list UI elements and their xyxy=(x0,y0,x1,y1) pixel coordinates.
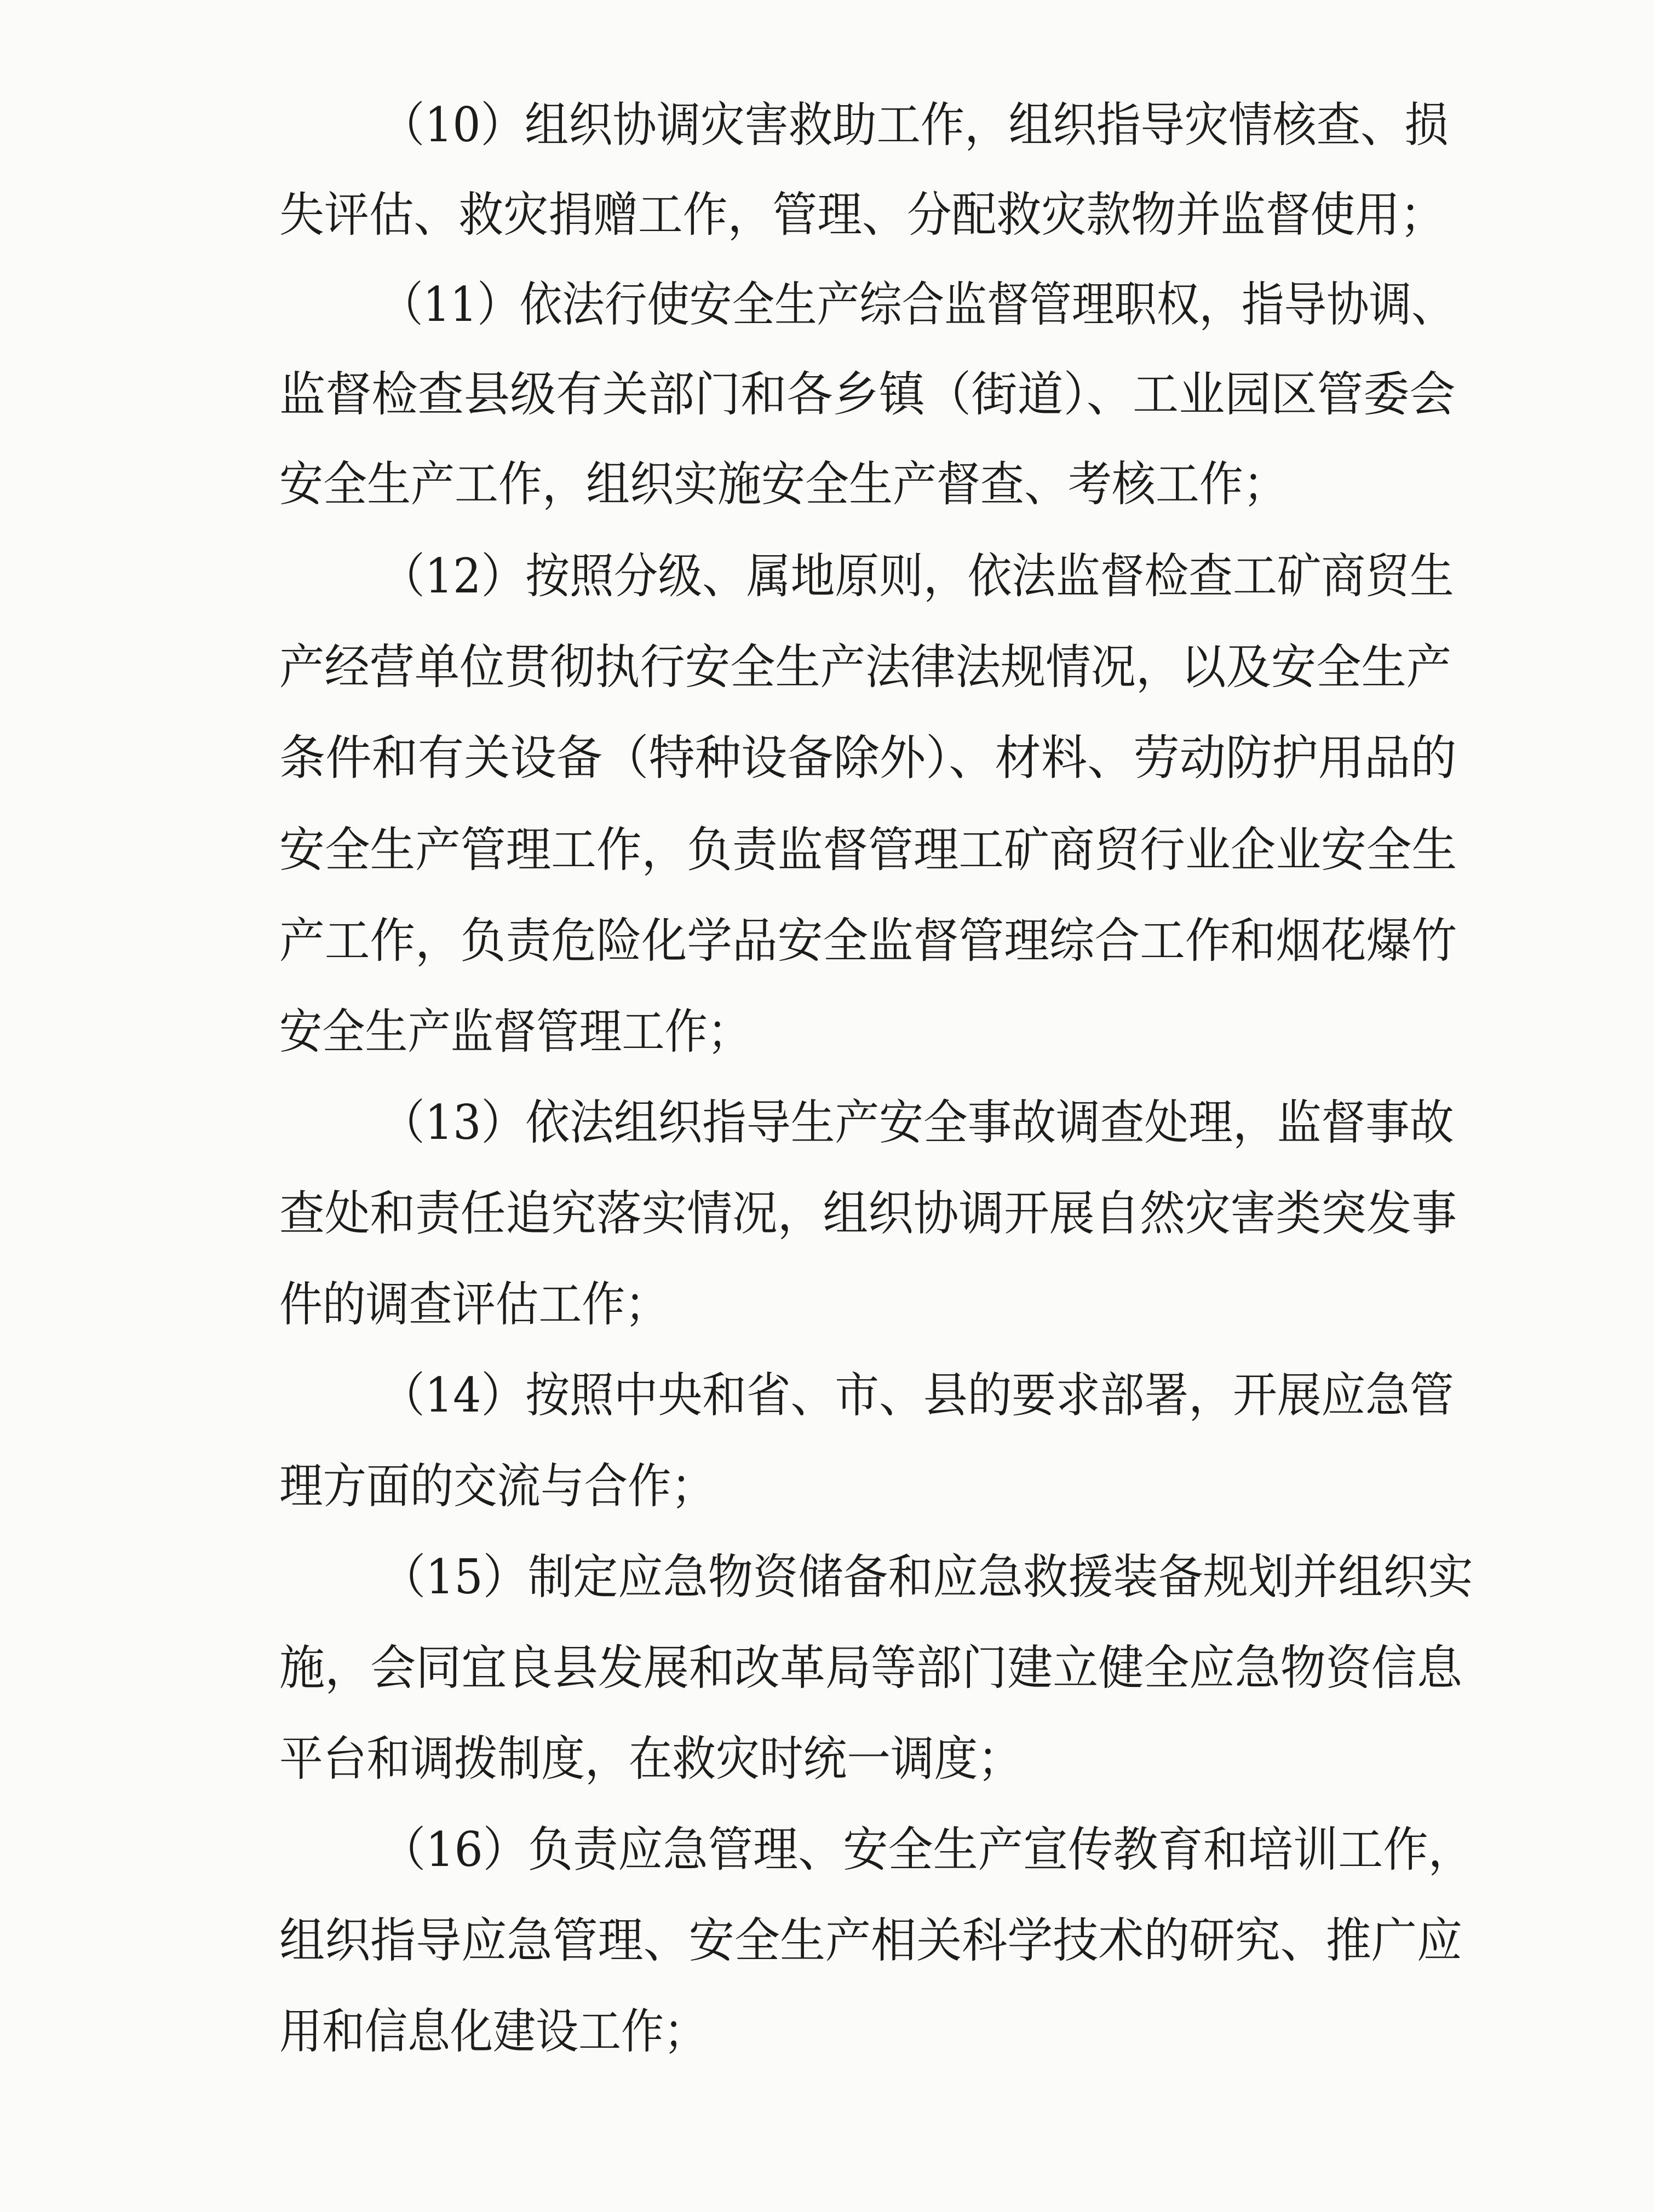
paragraph-16-line-2: 组织指导应急管理、安全生产相关科学技术的研究、推广应 xyxy=(279,1913,1462,1968)
paragraph-11-line-3: 安全生产工作，组织实施安全生产督查、考核工作； xyxy=(279,456,1287,512)
paragraph-12-line-5: 产工作，负责危险化学品安全监督管理综合工作和烟花爆竹 xyxy=(279,913,1457,969)
paragraph-12-line-6: 安全生产监督管理工作； xyxy=(279,1004,750,1059)
paragraph-13-line-3: 件的调查评估工作； xyxy=(279,1276,669,1332)
paragraph-14-line-1: （14）按照中央和省、市、县的要求部署，开展应急管 xyxy=(381,1367,1454,1423)
paragraph-11-line-2: 监督检查县级有关部门和各乡镇（街道）、工业园区管委会 xyxy=(279,366,1456,422)
paragraph-12-line-4: 安全生产管理工作，负责监督管理工矿商贸行业企业安全生 xyxy=(279,822,1457,878)
paragraph-15-line-3: 平台和调拨制度，在救灾时统一调度； xyxy=(279,1731,1022,1787)
paragraph-15-line-1: （15）制定应急物资储备和应急救援装备规划并组织实 xyxy=(381,1549,1473,1605)
paragraph-16-line-1: （16）负责应急管理、安全生产宣传教育和培训工作， xyxy=(381,1822,1473,1877)
paragraph-15-line-2: 施，会同宜良县发展和改革局等部门建立健全应急物资信息 xyxy=(279,1640,1462,1696)
paragraph-16-line-3: 用和信息化建设工作； xyxy=(279,2003,707,2059)
paragraph-11-line-1: （11）依法行使安全生产综合监督管理职权，指导协调、 xyxy=(381,276,1454,332)
paragraph-12-line-2: 产经营单位贯彻执行安全生产法律法规情况，以及安全生产 xyxy=(279,639,1452,695)
paragraph-14-line-2: 理方面的交流与合作； xyxy=(279,1458,715,1514)
paragraph-10-line-1: （10）组织协调灾害救助工作，组织指导灾情核查、损 xyxy=(381,97,1449,153)
paragraph-12-line-1: （12）按照分级、属地原则，依法监督检查工矿商贸生 xyxy=(381,548,1454,604)
paragraph-13-line-2: 查处和责任追究落实情况，组织协调开展自然灾害类突发事 xyxy=(279,1185,1457,1241)
paragraph-10-line-2: 失评估、救灾捐赠工作，管理、分配救灾款物并监督使用； xyxy=(279,187,1445,243)
paragraph-13-line-1: （13）依法组织指导生产安全事故调查处理，监督事故 xyxy=(381,1095,1454,1150)
paragraph-12-line-3: 条件和有关设备（特种设备除外）、材料、劳动防护用品的 xyxy=(279,730,1457,786)
